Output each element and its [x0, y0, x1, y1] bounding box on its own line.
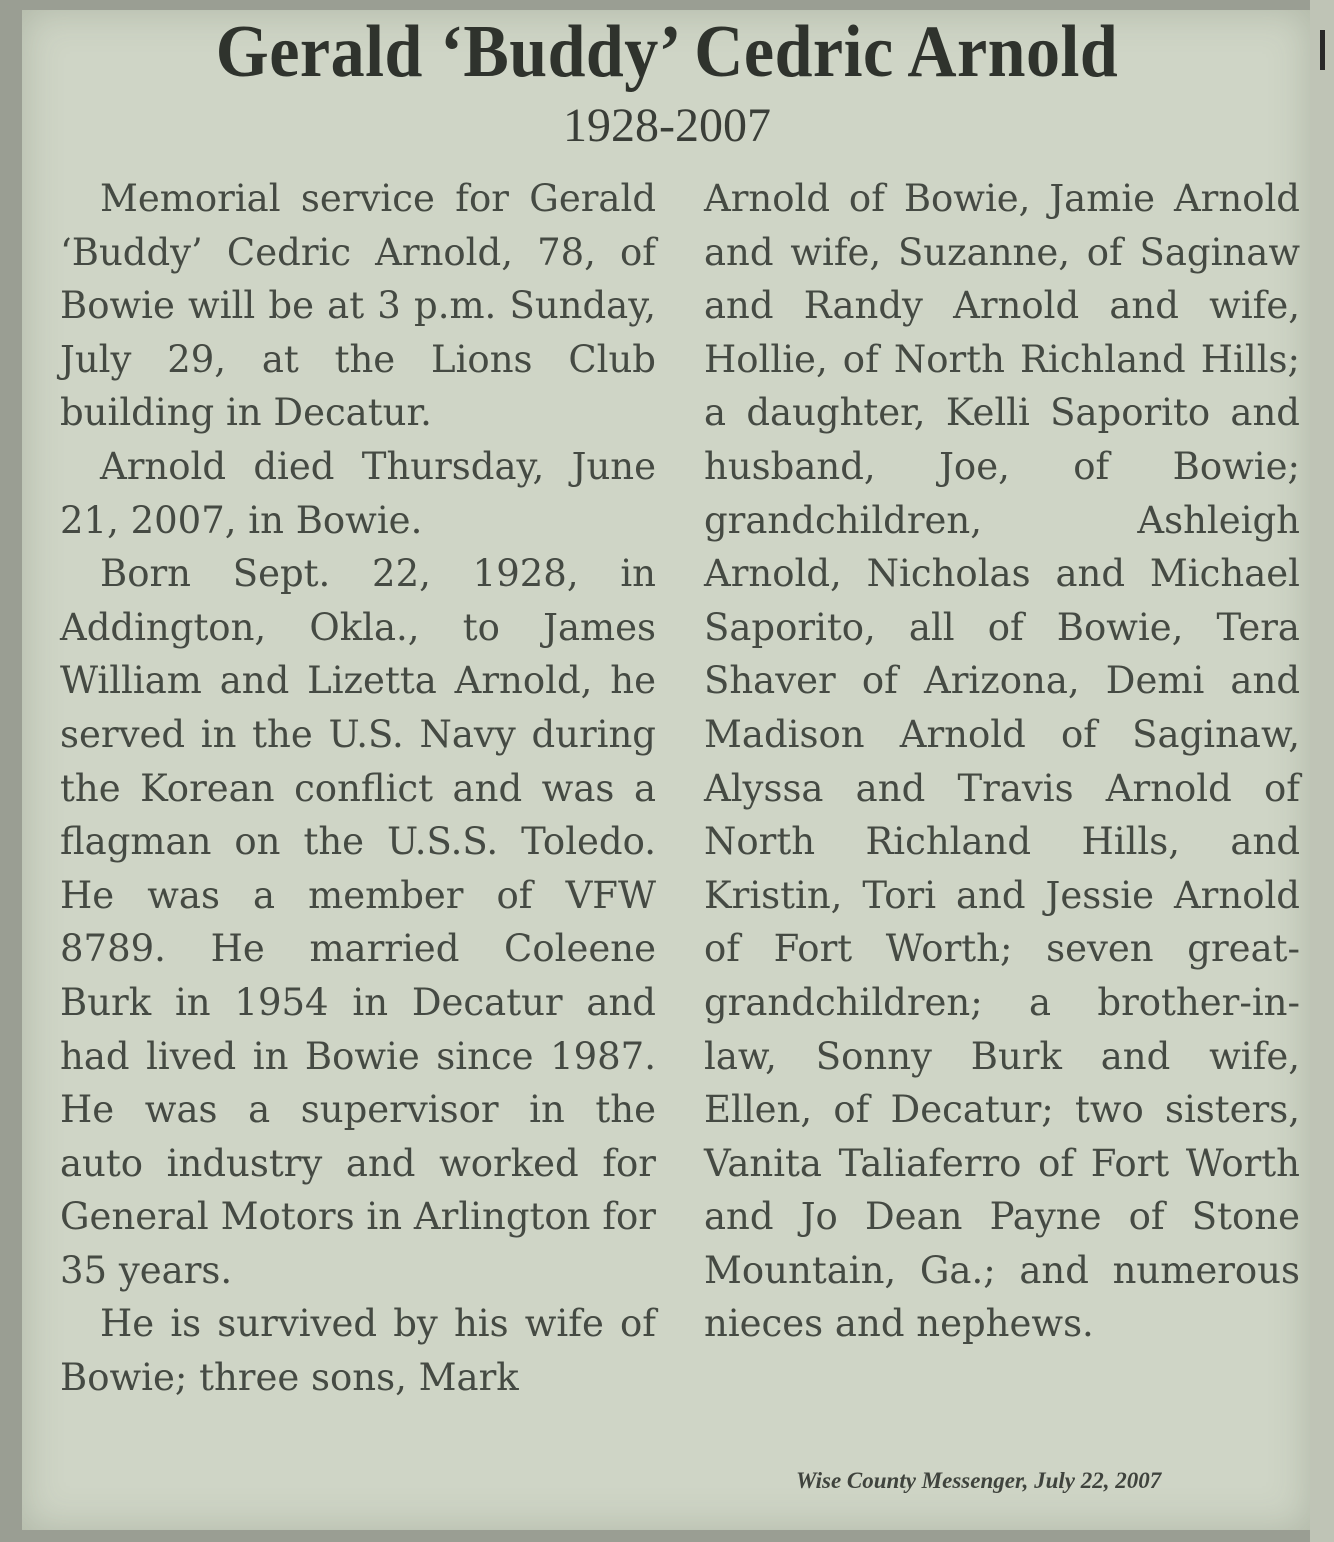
obituary-name-headline: Gerald ‘Buddy’ Cedric Arnold	[215, 11, 1119, 93]
newspaper-source-credit: Wise County Messenger, July 22, 2007	[796, 1468, 1162, 1493]
obituary-column-right	[704, 172, 1300, 1351]
paragraph-survivors-start: He is survived by his wife of Bowie; three sons, Mark	[60, 1302, 656, 1400]
paragraph-survivors-continued: Arnold of Bowie, Jamie Arnold and wife, Suzanne, of Saginaw and Randy Arnold and wife, Hollie, of North Richland Hills; a daughter, Kelli Saporito and husband, Joe, of Bowie; grandchildren, Ashleigh Arnold, Nicholas and Michael Saporito, all of Bowie, Tera Shaver of Arizona, Demi and Madison Arnold of Saginaw, Alyssa and Travis Arnold of North Richland Hills, and Kristin, Tori and Jessie Arnold of Fort Worth; seven great-grandchildren; a brother-in-law, Sonny Burk and wife, Ellen, of Decatur; two sisters, Vanita Taliaferro of Fort Worth and Jo Dean Payne of Stone Mountain, Ga.; and numerous nieces and nephews.	[704, 177, 1300, 1346]
obituary-column-left	[60, 172, 656, 1405]
paragraph-biography: Born Sept. 22, 1928, in Addington, Okla., to James William and Lizetta Arnold, he served in the U.S. Navy during the Korean conflict and was a flagman on the U.S.S. Toledo. He was a member of VFW 8789. He married Coleene Burk in 1954 in Decatur and had lived in Bowie since 1987. He was a supervisor in the auto industry and worked for General Motors in Arlington for 35 years.	[60, 552, 656, 1292]
edge-mark	[1320, 30, 1325, 70]
paragraph-death: Arnold died Thursday, June 21, 2007, in Bowie.	[60, 444, 656, 542]
paragraph-memorial-service: Memorial service for Gerald ‘Buddy’ Cedric Arnold, 78, of Bowie will be at 3 p.m. Sunday, July 29, at the Lions Club building in Decatur.	[60, 177, 656, 435]
page-edge	[1310, 0, 1334, 1542]
obituary-years: 1928-2007	[563, 99, 771, 152]
